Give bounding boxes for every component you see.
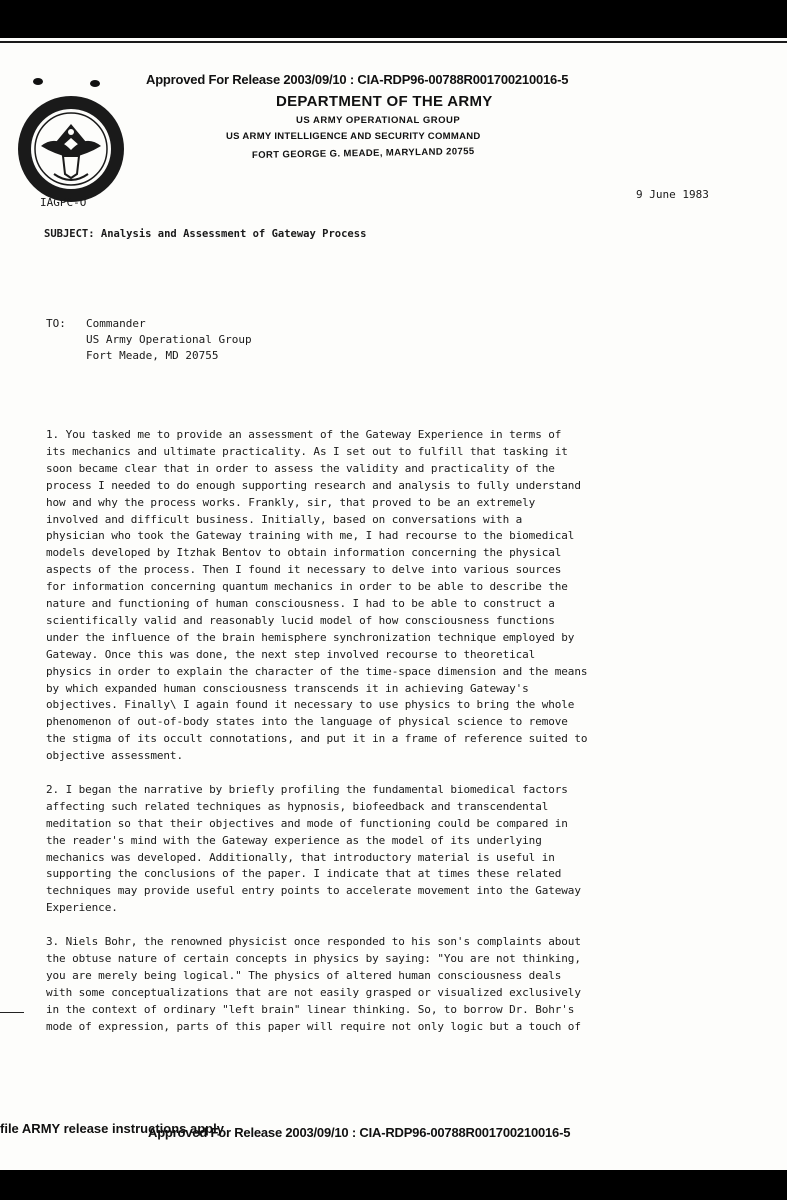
body-text-line: the reader's mind with the Gateway experience as the model of its underlying — [46, 833, 542, 847]
body-text-line: its mechanics and ultimate practicality. As I set out to fulfill that tasking it — [46, 444, 568, 458]
footer-army-note: file ARMY release instructions apply — [0, 1121, 224, 1136]
body-text-line: 2. I began the narrative by briefly profiling the fundamental biomedical factors — [46, 782, 568, 796]
body-text-line: 3. Niels Bohr, the renowned physicist once responded to his son's complaints about — [46, 935, 581, 948]
command-line: US ARMY INTELLIGENCE AND SECURITY COMMAND — [226, 131, 481, 142]
body-text-line: process I needed to do enough supporting research and analysis to fully understand — [46, 478, 581, 492]
body-text-line: 1. You tasked me to provide an assessment of the Gateway Experience in terms of — [46, 428, 562, 441]
body-text-line: for information concerning quantum mechanics in order to be able to describe the — [46, 580, 568, 594]
department-title: DEPARTMENT OF THE ARMY — [276, 93, 493, 110]
scan-mark — [90, 80, 100, 87]
group-line: US ARMY OPERATIONAL GROUP — [296, 115, 461, 126]
scan-mark — [33, 78, 43, 85]
body-text-line: aspects of the process. Then I found it necessary to delve into various sources — [46, 563, 562, 577]
body-text-line: Gateway. Once this was done, the next step involved recourse to theoretical — [46, 647, 536, 661]
memo-subject: SUBJECT: Analysis and Assessment of Gateway Process — [44, 228, 367, 240]
body-text-line: meditation so that their objectives and mode of functioning could be compared in — [46, 816, 568, 830]
body-text-line: mode of expression, parts of this paper will require not only logic but a touch of — [46, 1019, 581, 1033]
body-text-line: the stigma of its occult connotations, and put it in a frame of reference suited to — [46, 732, 588, 746]
body-text-line: objective assessment. — [46, 749, 183, 763]
body-text-line: you are merely being logical." The physics of altered human consciousness deals — [46, 968, 562, 982]
margin-mark — [0, 1012, 24, 1013]
release-stamp-footer: Approved For Release 2003/09/10 : CIA-RDP96-00788R001700210016-5 — [148, 1125, 571, 1140]
body-text-line: mechanics was developed. Additionally, that introductory material is useful in — [46, 850, 555, 864]
body-text-line: how and why the process works. Frankly, sir, that proved to be an extremely — [46, 495, 536, 509]
addressee-line: US Army Operational Group — [86, 333, 252, 346]
body-text-line: techniques may provide useful entry points to accelerate movement into the Gateway — [46, 884, 581, 898]
addressee-line: Commander — [86, 317, 146, 330]
addressee-block — [46, 316, 252, 362]
body-text-line: with some conceptualizations that are not easily grasped or visualized exclusively — [46, 985, 581, 999]
memo-date: 9 June 1983 — [636, 188, 709, 201]
body-text-line: involved and difficult business. Initially, based on conversations with a — [46, 512, 523, 526]
addressee-lines — [86, 316, 252, 364]
body-text-line: models developed by Itzhak Bentov to obtain information concerning the physical — [46, 546, 562, 560]
top-rule — [0, 41, 787, 43]
body-text-line: phenomenon of out-of-body states into the language of physical science to remove — [46, 715, 568, 729]
body-text-line: physician who took the Gateway training with me, I had recourse to the biomedical — [46, 529, 575, 543]
addressee-line: Fort Meade, MD 20755 — [86, 349, 219, 362]
body-text-line: scientifically valid and reasonably lucid model of how consciousness functions — [46, 613, 555, 627]
to-label: TO: — [46, 317, 66, 330]
body-text-line: supporting the conclusions of the paper. I indicate that at times these related — [46, 867, 562, 881]
body-text-line: in the context of ordinary "left brain" linear thinking. So, to borrow Dr. Bohr's — [46, 1002, 575, 1016]
body-text-line: Experience. — [46, 901, 118, 915]
body-text-line: objectives. Finally\ I again found it necessary to use physics to bring the whole — [46, 698, 575, 712]
body-text-line: under the influence of the brain hemisphere synchronization technique employed by — [46, 630, 575, 644]
body-text-line: by which expanded human consciousness transcends it in achieving Gateway's — [46, 681, 529, 695]
department-of-defense-seal-icon — [16, 94, 126, 204]
release-stamp-header: Approved For Release 2003/09/10 : CIA-RDP96-00788R001700210016-5 — [146, 72, 569, 87]
body-text-line: affecting such related techniques as hypnosis, biofeedback and transcendental — [46, 799, 549, 813]
location-line: FORT GEORGE G. MEADE, MARYLAND 20755 — [251, 146, 475, 161]
body-text-line: nature and functioning of human consciousness. I had to be able to construct a — [46, 597, 555, 610]
office-symbol: IAGPC-O — [40, 196, 87, 209]
body-text-line: physics in order to explain the character of the time-space dimension and the means — [46, 664, 588, 678]
body-text-line: soon became clear that in order to assess the validity and practicality of the — [46, 461, 555, 475]
body-text-line: the obtuse nature of certain concepts in physics by saying: "You are not thinking, — [46, 951, 581, 965]
